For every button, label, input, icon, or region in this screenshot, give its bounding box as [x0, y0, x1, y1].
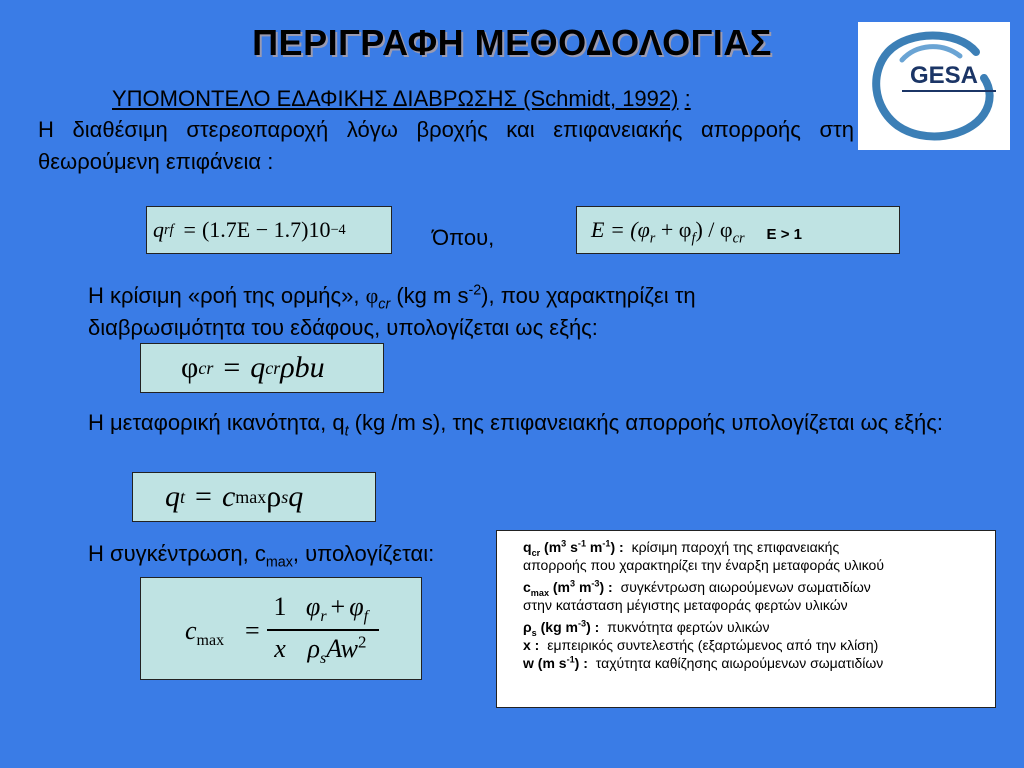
legend-qcr-m: m: [586, 539, 603, 555]
gesa-logo-text: GESA: [910, 62, 979, 89]
subtitle-text: ΥΠΟΜΟΝΤΕΛΟ ΕΔΑΦΙΚΗΣ ΔΙΑΒΡΩΣΗΣ (Schmidt, 1992): [112, 86, 679, 111]
eq2-sub-cr: cr: [732, 230, 745, 247]
concentration-text-b: , υπολογίζεται:: [292, 541, 435, 566]
eq4-q2: q: [288, 480, 304, 513]
legend-cmax-desc1: συγκέντρωση αιωρούμενων σωματιδίων: [620, 579, 871, 595]
critical-flow-paragraph: [88, 280, 848, 344]
intro-paragraph: Η διαθέσιμη στερεοπαροχή λόγω βροχής και επιφανειακής απορροής στη θεωρούμενη επιφάνεια :: [38, 117, 854, 174]
legend-cmax-close: ) :: [599, 579, 613, 595]
eq5-phi-r: φ: [305, 592, 321, 621]
eq4-q: q: [165, 480, 180, 513]
eq4-rho: ρ: [266, 480, 282, 513]
eq5-num1: 1: [273, 592, 287, 621]
eq5-sub-r: r: [320, 608, 327, 626]
transport-text-b: (kg /m s), της επιφανειακής απορροής υπολογίζεται ως εξής:: [348, 410, 943, 435]
legend-qcr-e2: -1: [577, 538, 587, 549]
equation-cmax: [140, 577, 422, 680]
legend-rho: [523, 618, 985, 636]
legend-w-e: -1: [566, 654, 575, 665]
legend-qcr-s: s: [566, 539, 578, 555]
legend-cmax-m: m: [575, 579, 592, 595]
legend-rho-unit: (kg m: [536, 619, 578, 635]
eq3-phi-sub: cr: [198, 357, 214, 378]
legend-cmax-unit: (m: [549, 579, 570, 595]
legend-x-desc: εμπειρικός συντελεστής (εξαρτώμενος από την κλίση): [547, 637, 879, 653]
eq1-lhs: q: [153, 217, 164, 242]
eq2-sub-r: r: [649, 230, 656, 247]
legend-cmax-e1: 3: [570, 578, 576, 589]
critical-text-line2: διαβρωσιμότητα του εδάφους, υπολογίζεται ως εξής:: [88, 315, 598, 340]
legend-rho-e: -3: [577, 618, 587, 629]
eq3-equals: =: [223, 351, 241, 384]
legend-qcr-close: ) :: [610, 539, 624, 555]
legend-w: [523, 654, 985, 672]
eq5-rho-sub: s: [320, 650, 327, 668]
transport-text-a: Η μεταφορική ικανότητα, q: [88, 410, 345, 435]
eq1-lhs-sub: rf: [164, 222, 174, 238]
eq5-c-sub: max: [196, 632, 225, 650]
eq3-rest: ρbu: [280, 351, 325, 384]
subtitle-colon: :: [684, 86, 691, 111]
eq2-sub-f: f: [691, 230, 696, 247]
eq4-c: c: [221, 480, 236, 513]
eq2-plus: + φ: [655, 217, 692, 242]
critical-text-a: Η κρίσιμη «ροή της ορμής»,: [88, 283, 366, 308]
equation-qt: [132, 472, 376, 522]
eq1-equals: =: [183, 217, 196, 242]
eq5-aw: Aw: [326, 634, 359, 663]
concentration-sub: max: [265, 554, 293, 571]
legend-w-desc: ταχύτητα καθίζησης αιωρούμενων σωματιδίων: [595, 655, 884, 671]
legend-qcr-e3: -1: [602, 538, 611, 549]
eq3-q-sub: cr: [265, 357, 281, 378]
legend-cmax-e2: -3: [591, 578, 600, 589]
eq5-rho: ρ: [307, 634, 320, 663]
eq5-fraction2-bar: [289, 629, 379, 631]
eq5-sub-f: f: [363, 608, 369, 626]
legend-rho-term: ρ: [523, 619, 532, 635]
eq5-phi-f: φ: [349, 592, 364, 621]
legend-rho-desc: πυκνότητα φερτών υλικών: [607, 619, 770, 635]
legend-cmax-sub: max: [530, 587, 549, 598]
variables-legend: [496, 530, 996, 708]
eq1-rhs: (1.7E − 1.7)10: [201, 217, 331, 242]
eq2-text: E = (φ: [591, 217, 650, 242]
legend-x-term: x :: [523, 637, 540, 653]
eq2-condition: E > 1: [766, 225, 802, 243]
eq4-c-sub: max: [235, 486, 267, 507]
concentration-text-a: Η συγκέντρωση, c: [88, 541, 266, 566]
eq5-c: c: [185, 616, 197, 645]
eq5-sup: 2: [358, 632, 367, 652]
eq2-div: ) / φ: [695, 217, 733, 242]
legend-qcr-desc1: κρίσιμη παροχή της επιφανειακής: [631, 539, 840, 555]
legend-w-close: ) :: [574, 655, 588, 671]
eq5-equals: =: [245, 616, 260, 645]
opou-label: Όπου,: [432, 225, 495, 250]
eq4-equals: =: [195, 480, 212, 513]
critical-text-b: (kg m s: [390, 283, 469, 308]
eq4-q-sub: t: [180, 486, 186, 507]
legend-x: [523, 636, 985, 654]
legend-w-term: w (m s: [523, 655, 567, 671]
legend-qcr-desc2: απορροής που χαρακτηρίζει την έναρξη μεταφοράς υλικού: [523, 557, 884, 573]
eq5-den1: x: [274, 634, 286, 663]
legend-cmax-desc2: στην κατάσταση μέγιστης μεταφοράς φερτών υλικών: [523, 597, 848, 613]
eq3-q: q: [250, 351, 266, 384]
legend-qcr-e1: 3: [561, 538, 567, 549]
legend-cmax: [523, 578, 985, 614]
gesa-logo: [858, 22, 1010, 150]
legend-qcr-term: q: [523, 539, 532, 555]
legend-rho-sub: s: [531, 627, 537, 638]
legend-qcr: [523, 538, 985, 574]
transport-sub: t: [344, 423, 349, 440]
critical-phi-sub: cr: [378, 296, 391, 313]
concentration-paragraph: [88, 538, 434, 570]
eq4-rho-sub: s: [281, 486, 289, 507]
transport-paragraph: [88, 407, 1008, 439]
eq3-phi: φ: [181, 351, 199, 384]
equation-E: [576, 206, 900, 254]
eq2-main: [591, 217, 745, 247]
eq5-plus: +: [330, 592, 346, 621]
page-title: ΠΕΡΙΓΡΑΦΗ ΜΕΘΟΔΟΛΟΓΙΑΣ: [252, 22, 772, 63]
legend-cmax-term: c: [523, 579, 531, 595]
critical-text-c: ), που χαρακτηρίζει τη: [481, 283, 696, 308]
legend-qcr-unit: (m: [540, 539, 562, 555]
section-subtitle: [112, 86, 691, 112]
critical-phi: φ: [365, 283, 379, 308]
equation-qrf: q rf = (1.7E − 1.7)10 −4: [146, 206, 392, 254]
equation-phi-cr: [140, 343, 384, 393]
legend-qcr-sub: cr: [531, 547, 541, 558]
critical-exp: -2: [468, 282, 482, 299]
legend-rho-close: ) :: [586, 619, 600, 635]
